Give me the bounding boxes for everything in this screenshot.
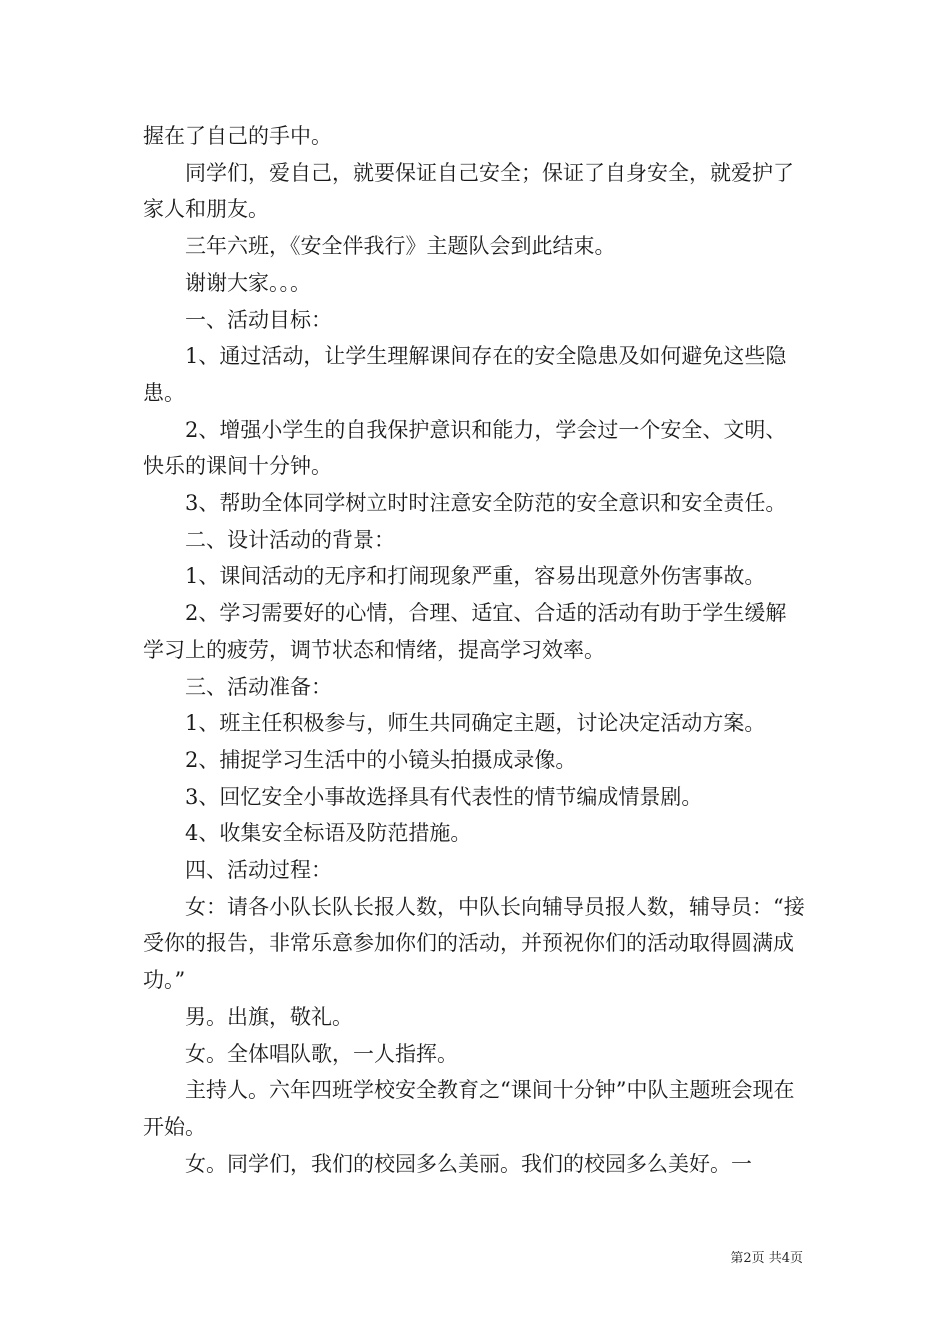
section-heading: 一、活动目标： [185, 307, 332, 332]
paragraph: 同学们，爱自己，就要保证自己安全；保证了自身安全，就爱护了家人和朋友。 [143, 160, 794, 222]
paragraph: 3、帮助全体同学树立时时注意安全防范的安全意识和安全责任。 [185, 491, 787, 516]
paragraph: 2、捕捉学习生活中的小镜头拍摄成录像。 [185, 747, 577, 772]
section-heading: 四、活动过程： [185, 858, 332, 883]
paragraph: 谢谢大家。。。 [185, 270, 311, 295]
section-heading: 三、活动准备： [185, 674, 332, 699]
paragraph: 主持人。六年四班学校安全教育之“课间十分钟”中队主题班会现在开始。 [143, 1078, 795, 1139]
paragraph: 男。出旗，敬礼。 [185, 1004, 353, 1029]
paragraph: 三年六班，《安全伴我行》主题队会到此结束。 [185, 234, 616, 259]
document-body [143, 118, 807, 1182]
section-heading: 二、设计活动的背景： [185, 527, 395, 552]
paragraph: 2、学习需要好的心情，合理、适宜、合适的活动有助于学生缓解学习上的疲劳，调节状态和情绪，提高学习效率。 [143, 601, 787, 662]
paragraph: 握在了自己的手中。 [143, 124, 332, 148]
paragraph: 2、增强小学生的自我保护意识和能力，学会过一个安全、文明、快乐的课间十分钟。 [143, 417, 787, 479]
paragraph: 女。全体唱队歌，一人指挥。 [185, 1041, 458, 1066]
paragraph: 4、收集安全标语及防范措施。 [185, 821, 472, 846]
paragraph: 1、课间活动的无序和打闹现象严重，容易出现意外伤害事故。 [185, 564, 766, 589]
paragraph: 3、回忆安全小事故选择具有代表性的情节编成情景剧。 [185, 784, 703, 809]
paragraph: 女。同学们，我们的校园多么美丽。我们的校园多么美好。一 [185, 1151, 752, 1176]
paragraph: 女：请各小队长队长报人数，中队长向辅导员报人数，辅导员：“接受你的报告，非常乐意参加你们的活动，并预祝你们的活动取得圆满成功。” [143, 894, 805, 993]
paragraph: 1、通过活动，让学生理解课间存在的安全隐患及如何避免这些隐患。 [143, 344, 787, 405]
page-number-footer: 第2页 共4页 [730, 1251, 803, 1266]
paragraph: 1、班主任积极参与，师生共同确定主题，讨论决定活动方案。 [185, 711, 766, 736]
